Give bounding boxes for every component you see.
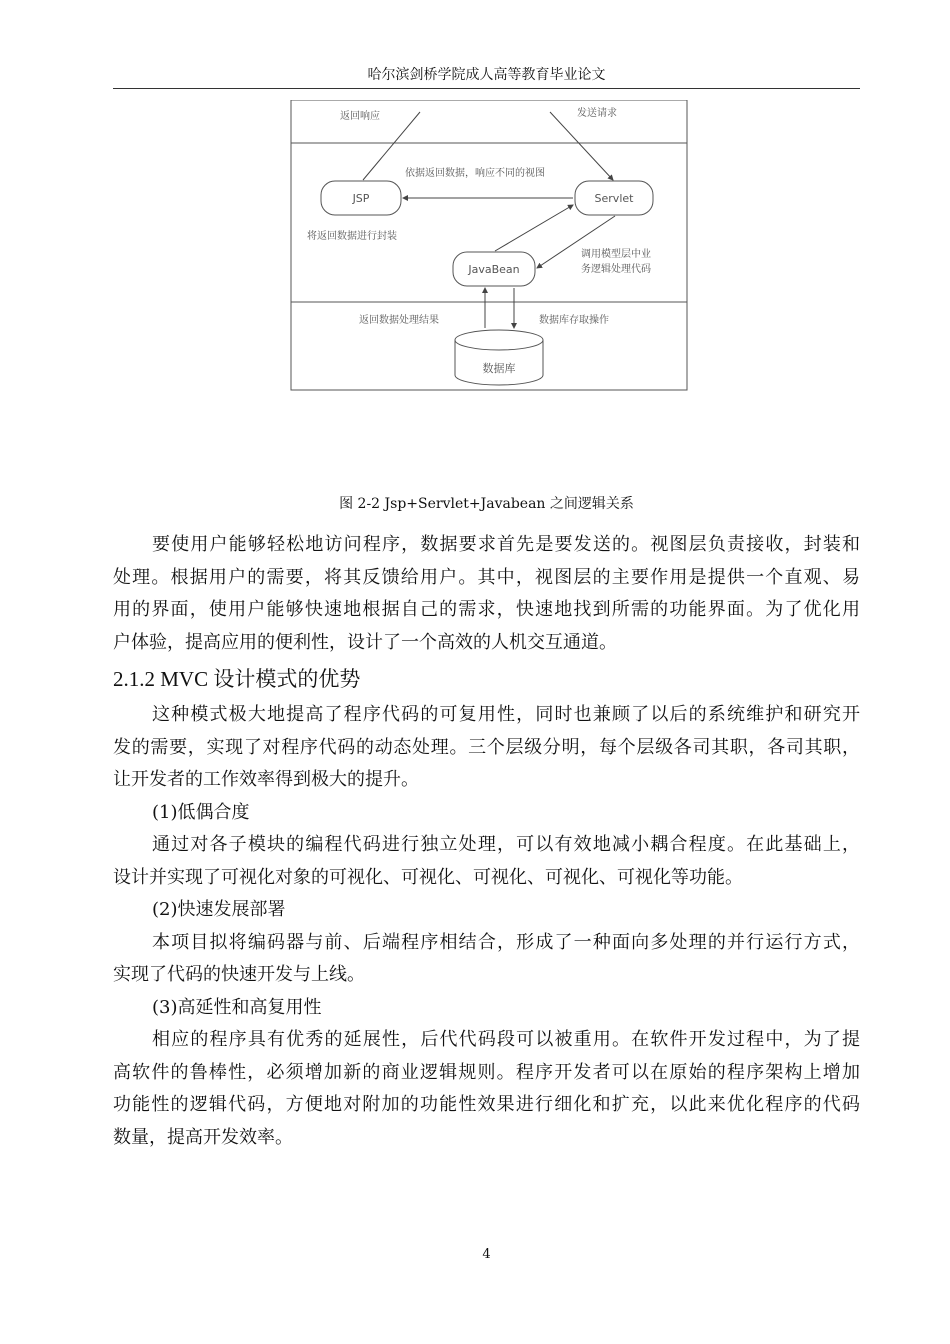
label-call-2: 务逻辑处理代码: [581, 264, 651, 275]
arrow: [495, 205, 573, 251]
page-number: 4: [482, 1247, 491, 1262]
arrow: [550, 112, 613, 180]
servlet-label: Servlet: [594, 192, 634, 205]
paragraph-line: 用的界面，使用户能够快速地根据自己的需求，快速地找到所需的功能界面。为了优化用: [113, 599, 860, 620]
label-top-right: 发送请求: [577, 108, 617, 119]
paragraph-line: 数量，提高开发效率。: [113, 1126, 293, 1148]
paragraph-line: 功能性的逻辑代码，方便地对附加的功能性效果进行细化和扩充，以此来优化程序的代码: [113, 1094, 860, 1115]
body-text: [113, 529, 860, 1154]
section-heading: 2.1.2 MVC 设计模式的优势: [113, 667, 361, 691]
paragraph-line: 让开发者的工作效率得到极大的提升。: [113, 769, 419, 790]
label-db-access: 数据库存取操作: [539, 315, 609, 326]
running-header: 哈尔滨剑桥学院成人高等教育毕业论文: [367, 67, 606, 83]
paragraph-line: 设计并实现了可视化对象的可视化、可视化、可视化、可视化、可视化等功能。: [113, 866, 743, 888]
subsection-label: (1)低偶合度: [152, 801, 250, 823]
database-label: 数据库: [482, 362, 516, 375]
paragraph-line: 要使用户能够轻松地访问程序，数据要求首先是要发送的。视图层负责接收，封装和: [152, 534, 860, 555]
javabean-label: JavaBean: [468, 263, 520, 276]
subsection-label: (2)快速发展部署: [152, 899, 286, 920]
arrow: [537, 216, 615, 268]
paragraph-line: 这种模式极大地提高了程序代码的可复用性，同时也兼顾了以后的系统维护和研究开: [152, 704, 860, 725]
paragraph-line: 高软件的鲁棒性，必须增加新的商业逻辑规则。程序开发者可以在原始的程序架构上增加: [113, 1061, 860, 1083]
paragraph-line: 通过对各子模块的编程代码进行独立处理，可以有效地减小耦合程度。在此基础上，: [152, 834, 860, 855]
mvc-diagram: [285, 100, 695, 400]
figure-caption: 图 2-2 Jsp+Servlet+Javabean 之间逻辑关系: [339, 496, 634, 512]
paragraph-line: 发的需要，实现了对程序代码的动态处理。三个层级分明，每个层级各司其职，各司其职，: [113, 736, 860, 758]
label-call-1: 调用模型层中业: [581, 249, 651, 260]
label-top-left: 返回响应: [340, 111, 380, 122]
label-return-result: 返回数据处理结果: [359, 315, 439, 326]
header-rule: [113, 88, 860, 89]
paragraph-line: 实现了代码的快速开发与上线。: [113, 964, 365, 985]
paragraph-line: 相应的程序具有优秀的延展性，后代代码段可以被重用。在软件开发过程中，为了提: [152, 1029, 860, 1050]
label-middle-note: 依据返回数据，响应不同的视图: [405, 168, 545, 179]
paragraph-line: 户体验，提高应用的便利性，设计了一个高效的人机交互通道。: [113, 631, 617, 653]
paragraph-line: 本项目拟将编码器与前、后端程序相结合，形成了一种面向多处理的并行运行方式，: [152, 931, 860, 953]
paragraph-line: 处理。根据用户的需要，将其反馈给用户。其中，视图层的主要作用是提供一个直观、易: [113, 566, 860, 588]
label-encapsulate: 将返回数据进行封装: [307, 231, 397, 242]
subsection-label: (3)高延性和高复用性: [152, 996, 322, 1018]
jsp-label: JSP: [352, 192, 370, 205]
